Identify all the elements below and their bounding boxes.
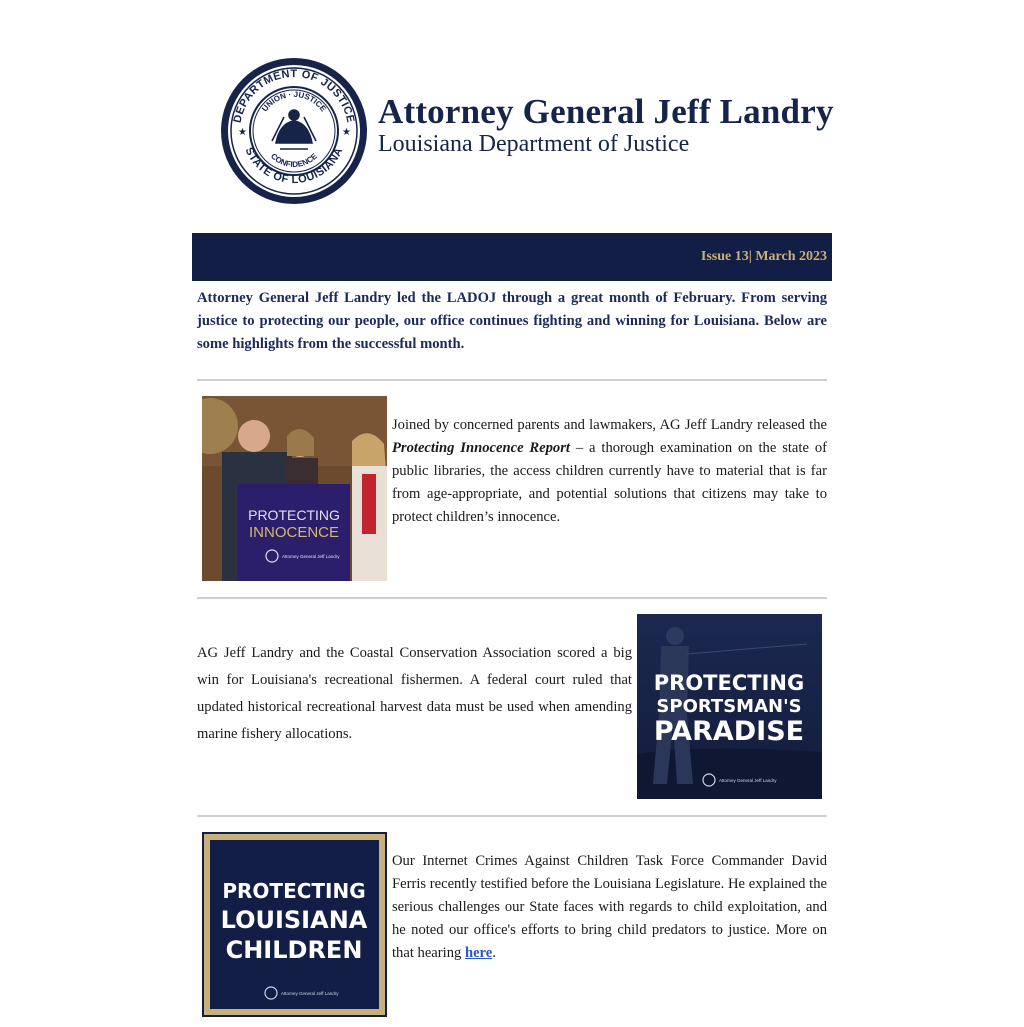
svg-text:CHILDREN: CHILDREN — [225, 936, 363, 964]
issue-banner — [192, 233, 832, 281]
svg-text:LOUISIANA: LOUISIANA — [220, 906, 368, 934]
story-1-text-after: – a thorough examination on the state of public libraries, the access children currently have to material that is far from age-appropriate, and potential solutions that citizens may take to protect children’s innocence. — [392, 440, 827, 525]
svg-text:UNION · JUSTICE: UNION · JUSTICE — [260, 89, 328, 114]
svg-text:★: ★ — [342, 127, 351, 138]
protecting-innocence-image — [202, 396, 387, 581]
svg-text:INNOCENCE: INNOCENCE — [248, 524, 340, 541]
svg-text:Attorney General Jeff Landry: Attorney General Jeff Landry — [281, 991, 339, 996]
story-protecting-innocence — [192, 381, 832, 597]
svg-text:Attorney General Jeff Landry: Attorney General Jeff Landry — [719, 778, 777, 783]
svg-text:DEPARTMENT OF JUSTICE: DEPARTMENT OF JUSTICE — [231, 68, 357, 125]
story-3-text-after: . — [492, 945, 496, 961]
svg-text:STATE OF LOUISIANA: STATE OF LOUISIANA — [242, 145, 346, 187]
story-louisiana-children — [192, 817, 832, 1027]
svg-text:PROTECTING: PROTECTING — [222, 879, 366, 903]
hearing-link[interactable]: here — [464, 945, 493, 961]
story-1-text-before: Joined by concerned parents and lawmakers, AG Jeff Landry released the — [392, 417, 827, 433]
intro-paragraph: Attorney General Jeff Landry led the LADOJ through a great month of February. From serving justice to protecting our people, our office continues fighting and winning for Louisiana. Below are some highlights from the successful month. — [197, 290, 827, 352]
protecting-louisiana-children-image — [202, 832, 387, 1017]
issue-label: Issue 13| March 2023 — [700, 249, 827, 264]
report-title: Protecting Innocence Report — [392, 440, 570, 456]
svg-text:PROTECTING: PROTECTING — [653, 671, 805, 695]
masthead — [192, 0, 832, 233]
page-title: Attorney General Jeff Landry — [378, 92, 834, 131]
svg-text:CONFIDENCE: CONFIDENCE — [268, 151, 320, 170]
page-subtitle: Louisiana Department of Justice — [378, 131, 690, 157]
story-1-text — [392, 414, 827, 529]
svg-text:PROTECTING: PROTECTING — [248, 507, 340, 523]
story-sportsmans-paradise — [192, 599, 832, 815]
story-3-text-before: Our Internet Crimes Against Children Task Force Commander David Ferris recently testified before the Louisiana Legislature. He explained the serious challenges our State faces with regards to child exploitation, and he noted our office's efforts to bring child predators to justice. More on that hearing — [392, 853, 827, 961]
svg-text:SPORTSMAN'S: SPORTSMAN'S — [656, 696, 802, 717]
story-2-text: AG Jeff Landry and the Coastal Conservation Association scored a big win for Louisiana's recreational fishermen. A federal court ruled that updated historical recreational harvest data must be used when amending marine fishery allocations. — [197, 645, 632, 742]
svg-text:Attorney General Jeff Landry: Attorney General Jeff Landry — [282, 554, 340, 559]
svg-text:★: ★ — [238, 127, 247, 138]
svg-text:PARADISE: PARADISE — [653, 716, 805, 747]
story-3-text — [392, 850, 827, 965]
sportsmans-paradise-image — [637, 614, 822, 799]
newsletter — [192, 0, 832, 1027]
pelican-seal-icon — [220, 57, 368, 205]
